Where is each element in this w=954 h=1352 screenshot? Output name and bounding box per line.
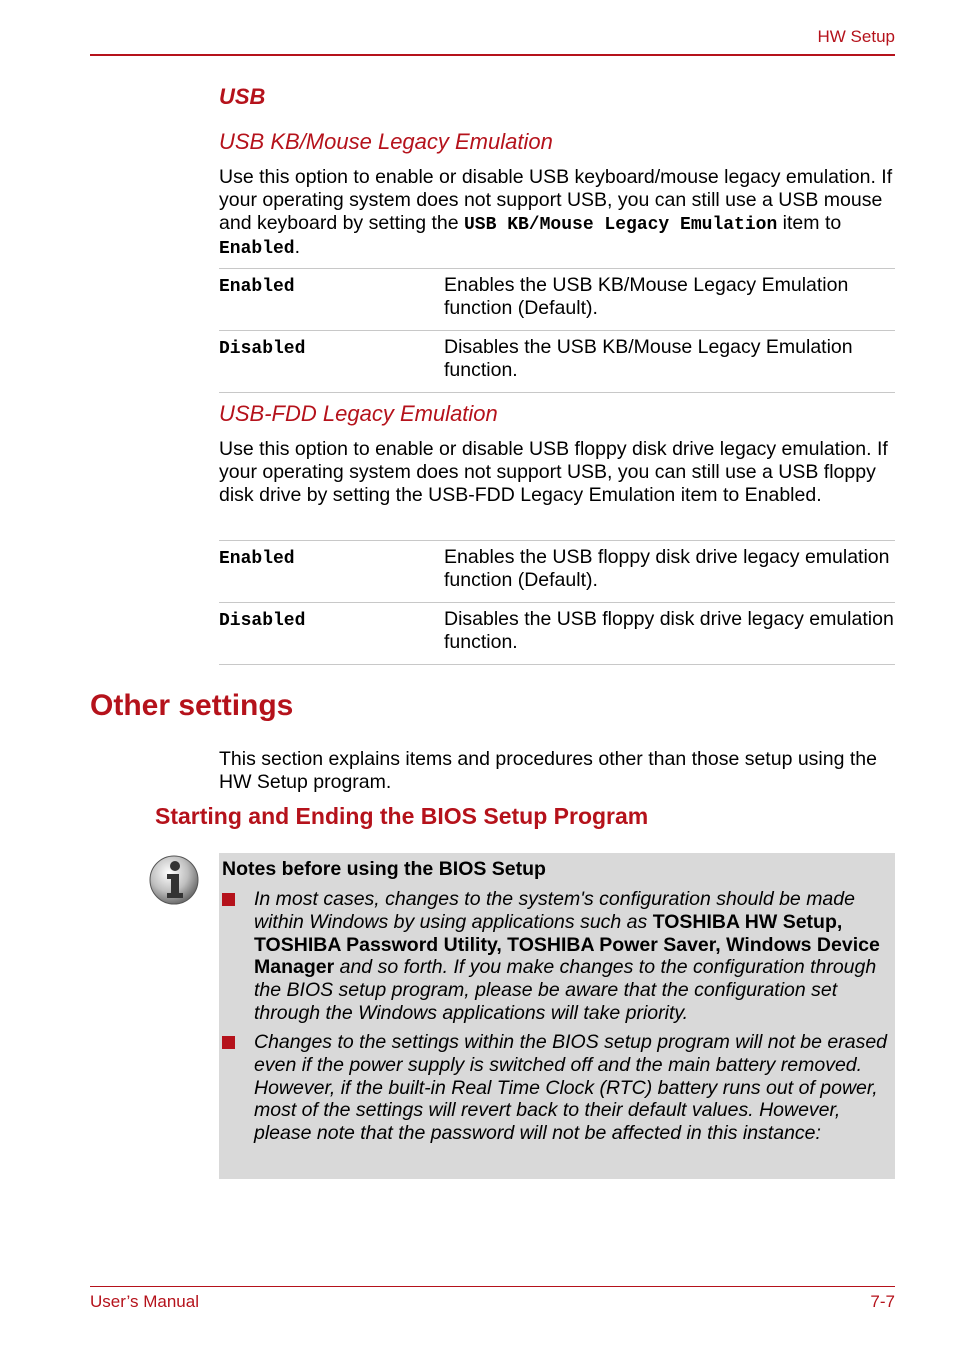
note-item-1-text-2: and so forth. If you make changes to the configuration through the BIOS setup program, please be aware that the configuration set through the Windows applications will take priority. <box>254 956 877 1024</box>
subheading-usb-fdd: USB-FDD Legacy Emulation <box>219 401 498 426</box>
usb-kb-paragraph <box>219 166 899 261</box>
note-item-1-text: In most cases, changes to the system's configuration should be made within Windows by using applications such as <box>254 888 855 933</box>
note-title: Notes before using the BIOS Setup <box>222 858 546 880</box>
subheading-bios-setup: Starting and Ending the BIOS Setup Program <box>155 803 649 829</box>
usb-kb-para-text-2: item to <box>777 211 842 234</box>
table-row <box>219 330 895 393</box>
page-number: 7-7 <box>870 1292 895 1311</box>
section-heading-other-settings: Other settings <box>90 689 294 722</box>
note-item-2: Changes to the settings within the BIOS setup program will not be erased even if the power supply is switched off and the main battery removed. However, if the built-in Real Time Clock (RTC) battery runs out of power, most of the settings will revert back to their default values. However, please note that the password will not be affected in this instance: <box>254 1031 888 1145</box>
note-item-1-bold: TOSHIBA HW Setup, TOSHIBA Password Utility, TOSHIBA Power Saver, Windows Device Manager <box>254 910 880 979</box>
subheading-usb-kb-mouse: USB KB/Mouse Legacy Emulation <box>219 129 553 154</box>
running-header: HW Setup <box>817 27 895 46</box>
usb-fdd-paragraph: Use this option to enable or disable USB floppy disk drive legacy emulation. If your operating system does not support USB, you can still use a USB floppy disk drive by setting the USB-FDD Legacy Emulation item to Enabled. <box>219 438 888 506</box>
option-desc: Disables the USB KB/Mouse Legacy Emulation function. <box>444 336 853 381</box>
header-rule <box>90 54 895 56</box>
other-settings-paragraph: This section explains items and procedures other than those setup using the HW Setup program. <box>219 748 877 793</box>
table-row <box>219 540 895 602</box>
table-row <box>219 268 895 330</box>
footer-rule <box>90 1286 895 1287</box>
option-key: Disabled <box>219 611 306 631</box>
option-desc: Enables the USB KB/Mouse Legacy Emulation function (Default). <box>444 274 849 319</box>
footer-manual-title: User’s Manual <box>90 1292 199 1311</box>
usb-kb-options-table <box>219 268 895 393</box>
usb-kb-value: Enabled <box>219 239 295 260</box>
usb-kb-code: USB KB/Mouse Legacy Emulation <box>464 214 778 235</box>
section-heading-usb: USB <box>219 84 266 109</box>
option-key: Enabled <box>219 549 295 569</box>
option-key: Disabled <box>219 339 306 359</box>
table-row <box>219 602 895 665</box>
bullet-icon <box>222 893 240 907</box>
usb-kb-para-end: . <box>294 236 301 259</box>
usb-fdd-options-table <box>219 540 895 665</box>
option-desc: Disables the USB floppy disk drive legacy emulation function. <box>444 608 894 653</box>
note-item-1 <box>254 888 899 1025</box>
info-icon <box>148 854 200 906</box>
option-key: Enabled <box>219 277 295 297</box>
bullet-icon <box>222 1036 240 1050</box>
option-desc: Enables the USB floppy disk drive legacy emulation function (Default). <box>444 546 890 591</box>
usb-kb-para-text: Use this option to enable or disable USB keyboard/mouse legacy emulation. If your operating system does not support USB, you can still use a USB mouse and keyboard by setting the <box>219 166 893 234</box>
